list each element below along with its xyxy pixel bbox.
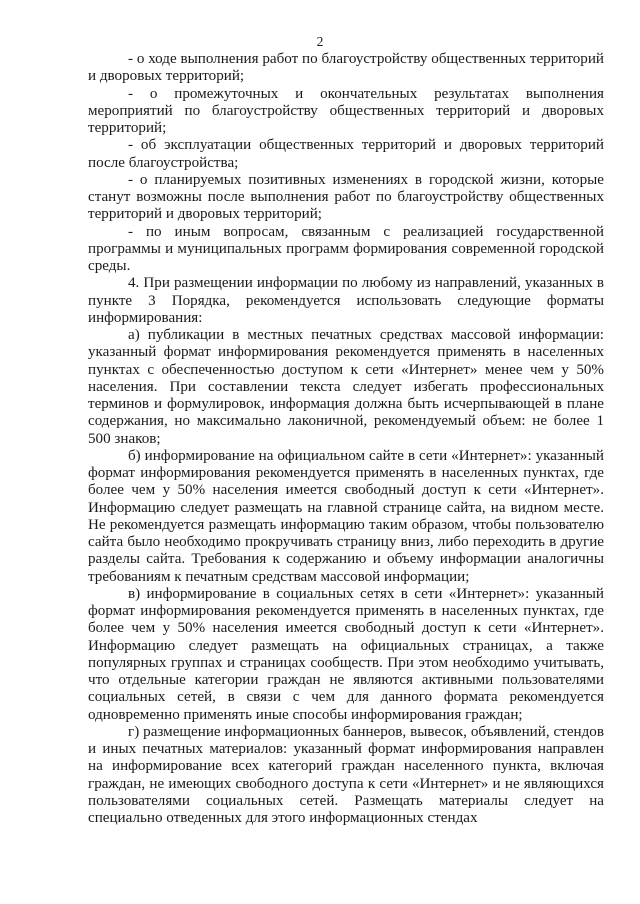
paragraph-bullet-planned-changes: - о планируемых позитивных изменениях в городской жизни, которые станут возможны после выполнения работ по благоустройству общественных территорий и дворовых территорий; bbox=[88, 171, 604, 223]
page-number: 2 bbox=[316, 34, 324, 49]
paragraph-bullet-other-questions: - по иным вопросам, связанным с реализацией государственной программы и муниципальных программ формирования современной городской среды. bbox=[88, 223, 604, 274]
paragraph-item-4: 4. При размещении информации по любому из направлений, указанных в пункте 3 Порядка, рекомендуется использовать следующие форматы информирования: bbox=[88, 275, 604, 326]
paragraph-subitem-v: в) информирование в социальных сетях в сети «Интернет»: указанный формат информирования рекомендуется применять в населенных пунктах, где более чем у 50% населения имеется свободный доступ к сети «Интернет». Информацию следует размещать на официальных страницах, а также популярных группах и страницах сообществ. При этом необходимо учитывать, что отдельные категории граждан не являются активными пользователями социальных сетей, в связи с чем для данного формата рекомендуется одновременно применять иные способы информирования граждан; bbox=[88, 585, 604, 723]
paragraph-bullet-interim-results: - о промежуточных и окончательных результатах выполнения мероприятий по благоустройству общественных территорий и дворовых территорий; bbox=[88, 85, 604, 136]
paragraph-subitem-g: г) размещение информационных баннеров, вывесок, объявлений, стендов и иных печатных материалов: указанный формат информирования направлен на информирование всех категорий граждан населенного пункта, включая граждан, не имеющих свободного доступа к сети «Интернет» и не являющихся пользователями социальных сетей. Размещать материалы следует на специально отведенных для этого информационных стендах bbox=[88, 723, 604, 826]
paragraph-bullet-exploitation: - об эксплуатации общественных территорий и дворовых территорий после благоустройства; bbox=[88, 137, 604, 171]
paragraph-subitem-b: б) информирование на официальном сайте в сети «Интернет»: указанный формат информирования рекомендуется применять в населенных пунктах, где более чем у 50% населения имеется свободный доступ к сети «Интернет». Информацию следует размещать на главной странице сайта, на видном месте. Не рекомендуется размещать информацию таким образом, чтобы пользователю сайта было необходимо прокручивать страницу вниз, либо переходить в другие разделы сайта. Требования к содержанию и объему информации аналогичны требованиям к печатным средствам массовой информации; bbox=[88, 447, 604, 585]
paragraph-subitem-a: а) публикации в местных печатных средствах массовой информации: указанный формат информирования рекомендуется применять в населенных пунктах с обеспеченностью доступом к сети «Интернет» менее чем у 50% населения. При составлении текста следует избегать профессиональных терминов и формулировок, информация должна быть исчерпывающей в плане содержания, но максимально лаконичной, рекомендуемый объем: не более 1 500 знаков; bbox=[88, 327, 604, 447]
document-body bbox=[88, 51, 604, 827]
paragraph-bullet-works-progress: - о ходе выполнения работ по благоустройству общественных территорий и дворовых территорий; bbox=[88, 51, 604, 85]
